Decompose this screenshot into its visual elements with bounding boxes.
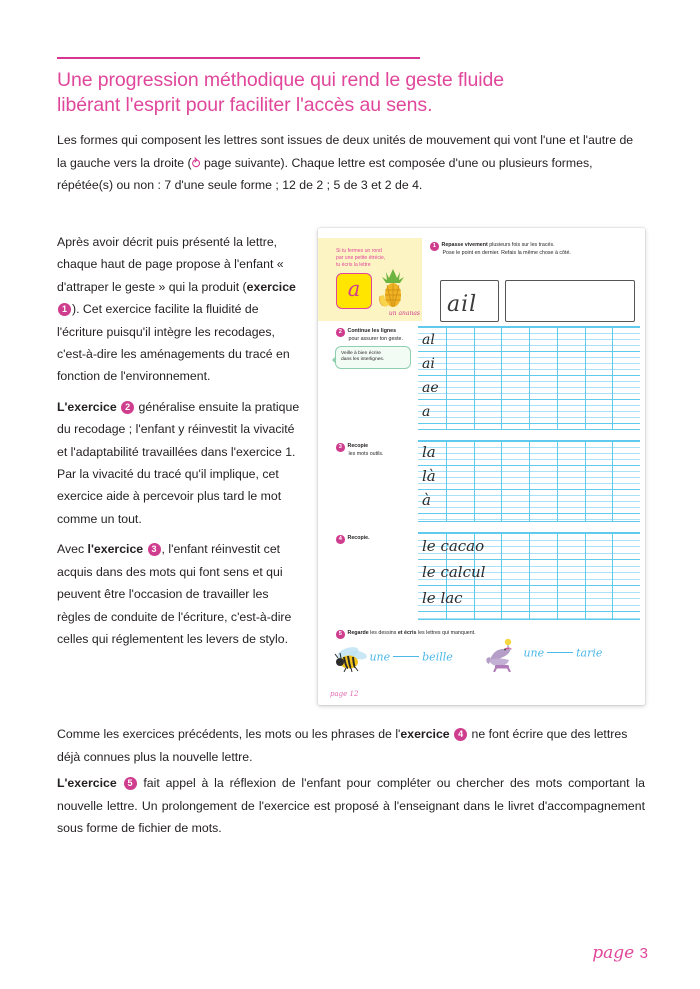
grid-word: là [422, 467, 436, 485]
grid-word: ae [422, 380, 439, 396]
header-rule [57, 57, 420, 59]
exercise-5-instruction-mid: les dessins [368, 630, 398, 636]
footer-page-word: page [592, 943, 635, 963]
grid-word: le lac [422, 589, 463, 607]
exercise-5-instruction [348, 630, 476, 639]
p1-text-a: Après avoir décrit puis présenté la lettre, chaque haut de page propose à l'enfant « d'attraper le geste » qui la produit ( [57, 235, 284, 294]
exercise-4-writing-grid[interactable] [418, 532, 640, 620]
exercise-1-heading [430, 242, 640, 257]
exercise-5-item-1-blank[interactable] [393, 656, 419, 657]
grid-vertical-line [529, 533, 530, 619]
grid-horizontal-line [418, 429, 640, 430]
exercise-5-item-2-blank[interactable] [547, 652, 573, 653]
grid-word: al [422, 332, 435, 348]
hint-line-3: tu écris la lettre [336, 262, 371, 269]
grid-vertical-line [612, 327, 613, 429]
exercise-2-number: 2 [336, 328, 345, 337]
paragraph-exercise-2 [57, 396, 302, 530]
exercise-1-number: 1 [430, 242, 439, 251]
p1-exercise-label: exercice [246, 279, 296, 294]
p3-text-pre: Avec [57, 542, 88, 557]
intro-paragraph [57, 129, 645, 197]
intro-text-part2: page suivante). Chaque lettre est composée d'une ou plusieurs formes, répétée(s) ou non : 7 d'une seule forme ; 12 de 2 ; 5 de 3 et 2 de 4. [57, 155, 593, 192]
paragraph-exercise-3 [57, 538, 302, 650]
exercise-badge-5: 5 [124, 777, 137, 790]
exercise-5-item-2-suffix: tarie [576, 646, 603, 660]
exercise-5-item-1-prefix: une [369, 650, 391, 664]
p5-exercise-label: L'exercice [57, 776, 117, 790]
exercise-3-instruction [348, 443, 384, 458]
grid-vertical-line [446, 327, 447, 429]
exercise-4-heading [336, 535, 426, 544]
footer-page-number [592, 943, 648, 963]
grid-vertical-line [501, 533, 502, 619]
p5-text-post: fait appel à la réflexion de l'enfant pour compléter ou chercher des mots comportant la nouvelle lettre. Un prolongement de l'exercice est proposé à l'enseignant dans le livret d'accompagnement sous forme de fichier de mots. [57, 776, 645, 835]
worksheet-hint-box [318, 238, 422, 321]
pineapple-icon [376, 266, 410, 310]
grid-word: la [422, 443, 436, 461]
p2-text: généralise ensuite la pratique du recodage ; l'enfant y réinvestit la vivacité et l'adaptabilité travaillées dans l'exercice 1. Par la vivacité du tracé qu'il implique, cet exercice aide à percevoir plus tard le mot comme un tout. [57, 399, 300, 526]
exercise-badge-4: 4 [454, 728, 467, 741]
exercise-5-instruction-bold2: et écris [397, 630, 417, 636]
exercise-5-number: 5 [336, 630, 345, 639]
grid-vertical-line [612, 441, 613, 521]
grid-vertical-line [529, 327, 530, 429]
exercise-5-item-2-prefix: une [523, 646, 545, 660]
exercise-3-number: 3 [336, 443, 345, 452]
grid-vertical-line [557, 533, 558, 619]
tip-line-1: Veille à bien écrire [341, 351, 381, 356]
exercise-2-instruction [348, 328, 403, 343]
left-text-column [57, 231, 302, 650]
grid-vertical-line [557, 441, 558, 521]
intro-text-part1: Les formes qui composent les lettres sont issues de deux unités de mouvement qui vont l'une et l'autre de la gauche vers la droite ( [57, 133, 634, 170]
paragraph-exercise-1 [57, 231, 302, 388]
exercise-1-instruction-line2: Pose le point en dernier. Refais la même chose à côté. [442, 249, 571, 256]
exercise-3-writing-grid[interactable] [418, 440, 640, 522]
grid-vertical-line [474, 441, 475, 521]
exercise-3-heading [336, 443, 426, 458]
letter-card-glyph: a [347, 277, 361, 301]
page-title [57, 68, 645, 118]
paragraph-exercise-4 [57, 723, 645, 768]
exercise-1-instruction-bold: Repasse vivement [441, 242, 488, 248]
exercise-4-number: 4 [336, 535, 345, 544]
p4-text-pre: Comme les exercices précédents, les mots ou les phrases de l' [57, 727, 401, 741]
p2-exercise-label: L'exercice [57, 399, 117, 414]
circular-arrow-icon: ⥁ [191, 155, 201, 171]
exercise-2-writing-grid[interactable] [418, 326, 640, 430]
p3-exercise-label: l'exercice [87, 542, 144, 557]
grid-vertical-line [501, 441, 502, 521]
exercise-3-instruction-bold: Recopie [347, 443, 369, 449]
exercise-1-empty-box[interactable] [505, 280, 635, 322]
grid-vertical-line [529, 441, 530, 521]
exercise-2-instruction-line2: pour assurer ton geste. [348, 335, 403, 342]
footer-page-value: 3 [639, 945, 648, 962]
worksheet-page-marker: page 12 [330, 690, 359, 698]
exercise-1-model-box [440, 280, 499, 322]
page-header [57, 57, 645, 197]
grid-word: le cacao [422, 537, 485, 555]
grid-word: a [422, 404, 431, 420]
grid-vertical-line [612, 533, 613, 619]
p1-text-b: ). Cet exercice facilite la fluidité de l'écriture puisqu'il intègre les recodages, c'est-à-dire les aménagements du tracé en fonction de l'environnement. [57, 302, 290, 384]
grid-word: le calcul [422, 563, 486, 581]
exercise-badge-2: 2 [121, 401, 134, 414]
hint-line-1: Si tu fermes un rond [336, 248, 382, 254]
exercise-2-instruction-bold: Continue les lignes [347, 328, 397, 334]
letter-card [336, 273, 372, 309]
exercise-2-heading [336, 328, 426, 343]
grid-vertical-line [585, 441, 586, 521]
page-title-line1: Une progression méthodique qui rend le geste fluide [57, 69, 504, 91]
exercise-1-instruction-rest: plusieurs fois sur les tracés. [487, 242, 555, 248]
grid-vertical-line [585, 533, 586, 619]
exercise-badge-1: 1 [58, 303, 71, 316]
exercise-1-instruction [442, 242, 571, 257]
grid-vertical-line [474, 327, 475, 429]
exercise-5-instruction-end: les lettres qui manquent. [416, 630, 476, 636]
tip-line-2: dans les interlignes. [341, 357, 385, 363]
exercise-3-instruction-line2: les mots outils. [348, 450, 384, 457]
grid-word: ai [422, 356, 435, 372]
worksheet-preview-card [318, 228, 645, 705]
exercise-5-item-1 [334, 646, 453, 672]
bottom-text-block [57, 723, 645, 844]
exercise-badge-3: 3 [148, 543, 161, 556]
exercise-5-item-2 [486, 638, 602, 672]
p3-text: , l'enfant réinvestit cet acquis dans des mots qui font sens et qui peuvent être l'occasion de travailler les règles de conduite de l'écriture, c'est-à-dire celles qui réglementent les levers de stylo. [57, 542, 292, 646]
grid-vertical-line [585, 327, 586, 429]
worksheet-image-caption: un ananas [388, 310, 420, 317]
page-title-line2: libérant l'esprit pour faciliter l'accès au sens. [57, 94, 433, 116]
p4-exercise-label: exercice [400, 727, 450, 741]
grid-vertical-line [446, 441, 447, 521]
grid-vertical-line [557, 327, 558, 429]
grid-vertical-line [501, 327, 502, 429]
paragraph-exercise-5 [57, 772, 645, 840]
grid-word: à [422, 491, 431, 509]
exercise-2-tip-bubble [335, 346, 411, 369]
p4-text-post: ne font écrire que des lettres déjà connues plus la nouvelle lettre. [57, 727, 628, 764]
hint-line-2: par une petite étrécie, [336, 255, 386, 262]
exercise-5-item-1-suffix: beille [422, 650, 453, 664]
bee-icon [334, 646, 368, 672]
exercise-4-instruction-bold: Recopie. [347, 535, 370, 541]
exercise-4-instruction [348, 535, 370, 544]
exercise-1-model-word: ail [447, 292, 478, 317]
exercise-5-instruction-bold1: Regarde [347, 630, 369, 636]
seal-icon [486, 638, 522, 672]
